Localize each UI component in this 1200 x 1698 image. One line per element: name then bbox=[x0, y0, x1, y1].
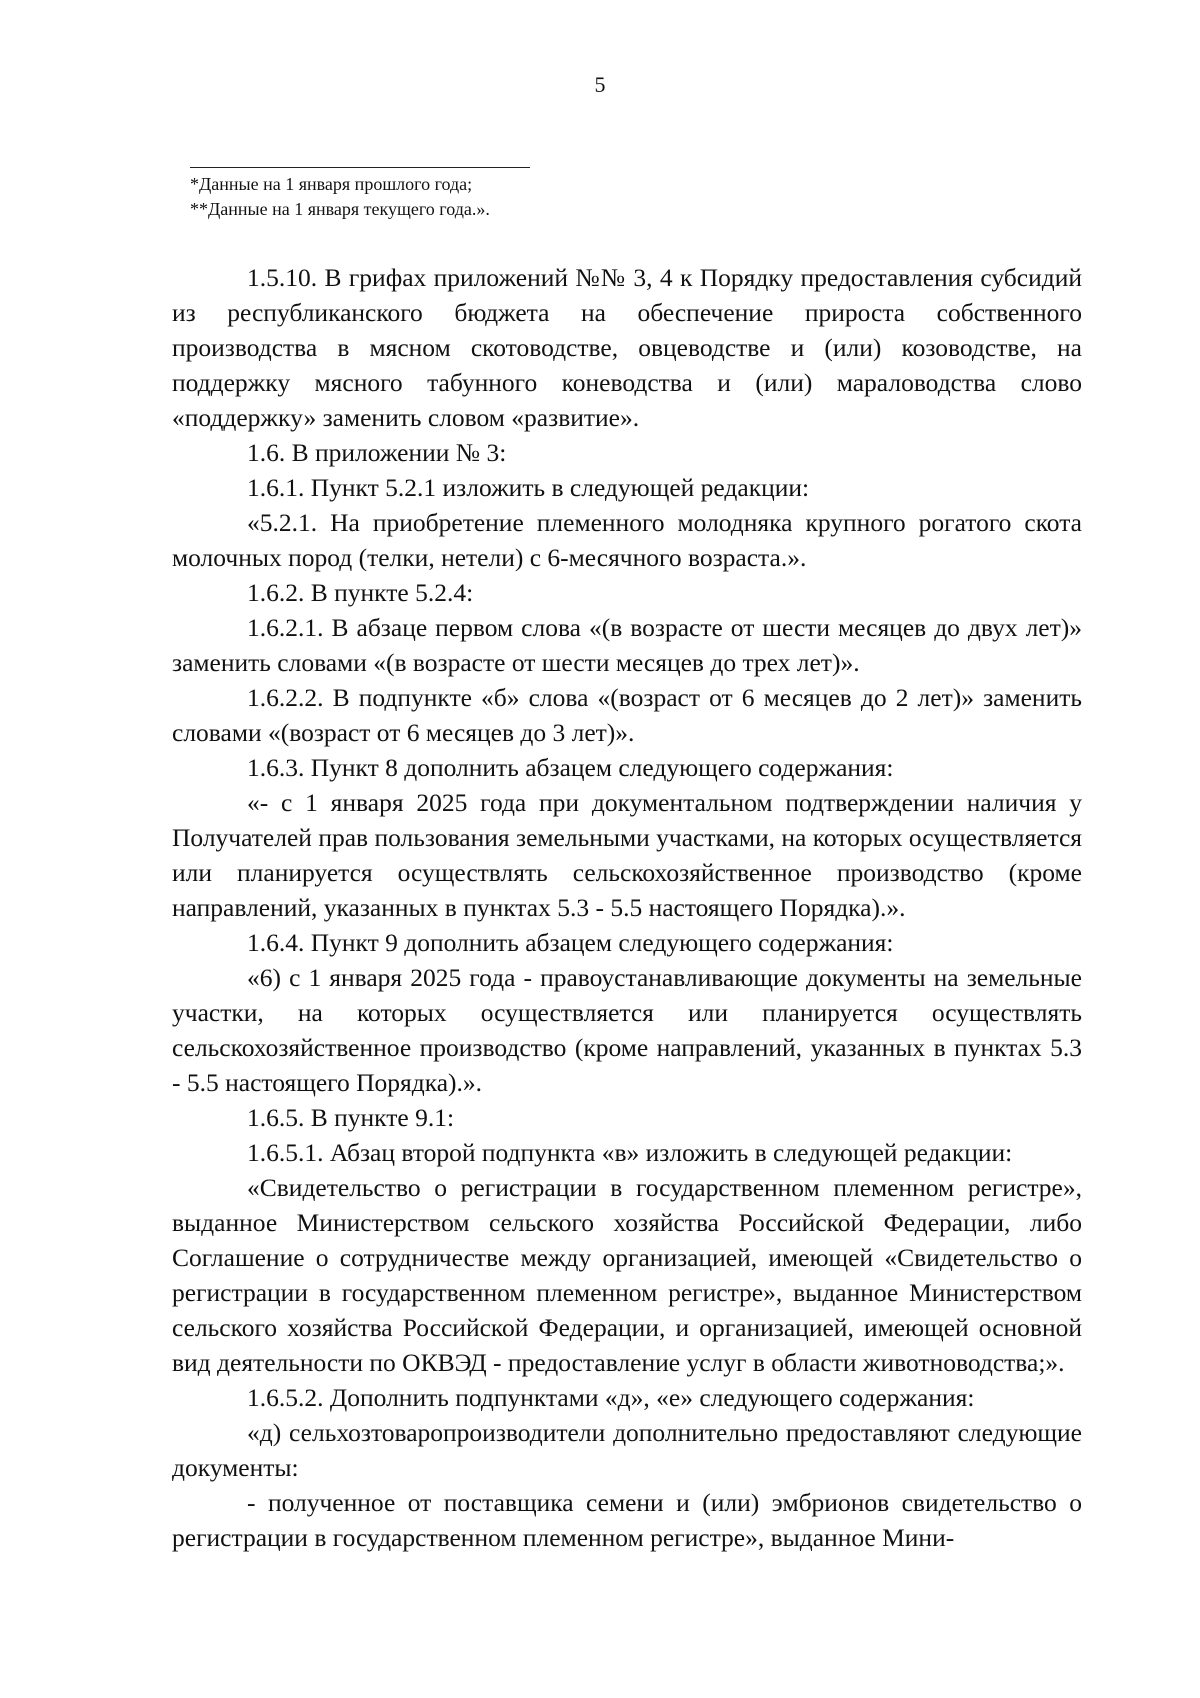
paragraph-list-item: - полученное от поставщика семени и (или) эмбрионов свидетельство о регистрации в государственном племенном регистре», выданное Мини- bbox=[172, 1488, 1082, 1552]
paragraph-subitem-d: «д) сельхозтоваропроизводители дополнительно предоставляют следующие документы: bbox=[172, 1418, 1082, 1482]
paragraph-1-6-2: 1.6.2. В пункте 5.2.4: bbox=[247, 578, 474, 607]
footnote-separator bbox=[190, 167, 530, 168]
document-body bbox=[172, 260, 1082, 1555]
paragraph-1-6-5-1: 1.6.5.1. Абзац второй подпункта «в» изложить в следующей редакции: bbox=[247, 1138, 1013, 1167]
paragraph-1-6-2-1: 1.6.2.1. В абзаце первом слова «(в возрасте от шести месяцев до двух лет)» заменить словами «(в возрасте от шести месяцев до трех лет)». bbox=[172, 613, 1082, 677]
paragraph-5-2-1-quote: «5.2.1. На приобретение племенного молодняка крупного рогатого скота молочных пород (телки, нетели) с 6-месячного возраста.». bbox=[172, 508, 1082, 572]
paragraph-1-6-5-2: 1.6.5.2. Дополнить подпунктами «д», «е» следующего содержания: bbox=[247, 1383, 975, 1412]
footnotes bbox=[190, 172, 790, 222]
paragraph-1-6-4: 1.6.4. Пункт 9 дополнить абзацем следующего содержания: bbox=[247, 928, 894, 957]
paragraph-certificate-quote: «Свидетельство о регистрации в государственном племенном регистре», выданное Министерством сельского хозяйства Российской Федерации, либо Соглашение о сотрудничестве между организацией, имеющей «Свидетельство о регистрации в государственном племенном регистре», выданное Министерством сельского хозяйства Российской Федерации, и организацией, имеющей основной вид деятельности по ОКВЭД - предоставление услуг в области животноводства;». bbox=[172, 1173, 1082, 1377]
paragraph-1-6-3-quote: «- с 1 января 2025 года при документальном подтверждении наличия у Получателей прав пользования земельными участками, на которых осуществляется или планируется осуществлять сельскохозяйственное производство (кроме направлений, указанных в пунктах 5.3 - 5.5 настоящего Порядка).». bbox=[172, 788, 1082, 922]
paragraph-1-6-4-quote: «6) с 1 января 2025 года - правоустанавливающие документы на земельные участки, на которых осуществляется или планируется осуществлять сельскохозяйственное производство (кроме направлений, указанных в пунктах 5.3 - 5.5 настоящего Порядка).». bbox=[172, 963, 1082, 1097]
footnote-2: **Данные на 1 января текущего года.». bbox=[190, 199, 490, 219]
paragraph-1-6-1: 1.6.1. Пункт 5.2.1 изложить в следующей редакции: bbox=[247, 473, 810, 502]
paragraph-1-6: 1.6. В приложении № 3: bbox=[247, 438, 507, 467]
paragraph-1-6-5: 1.6.5. В пункте 9.1: bbox=[247, 1103, 455, 1132]
paragraph-1-6-2-2: 1.6.2.2. В подпункте «б» слова «(возраст от 6 месяцев до 2 лет)» заменить словами «(возраст от 6 месяцев до 3 лет)». bbox=[172, 683, 1082, 747]
paragraph-1-5-10: 1.5.10. В грифах приложений №№ 3, 4 к Порядку предоставления субсидий из республиканского бюджета на обеспечение прироста собственного производства в мясном скотоводстве, овцеводстве и (или) козоводстве, на поддержку мясного табунного коневодства и (или) мараловодства слово «поддержку» заменить словом «развитие». bbox=[172, 263, 1082, 432]
paragraph-1-6-3: 1.6.3. Пункт 8 дополнить абзацем следующего содержания: bbox=[247, 753, 894, 782]
footnote-1: *Данные на 1 января прошлого года; bbox=[190, 174, 473, 194]
page-number: 5 bbox=[594, 72, 606, 97]
